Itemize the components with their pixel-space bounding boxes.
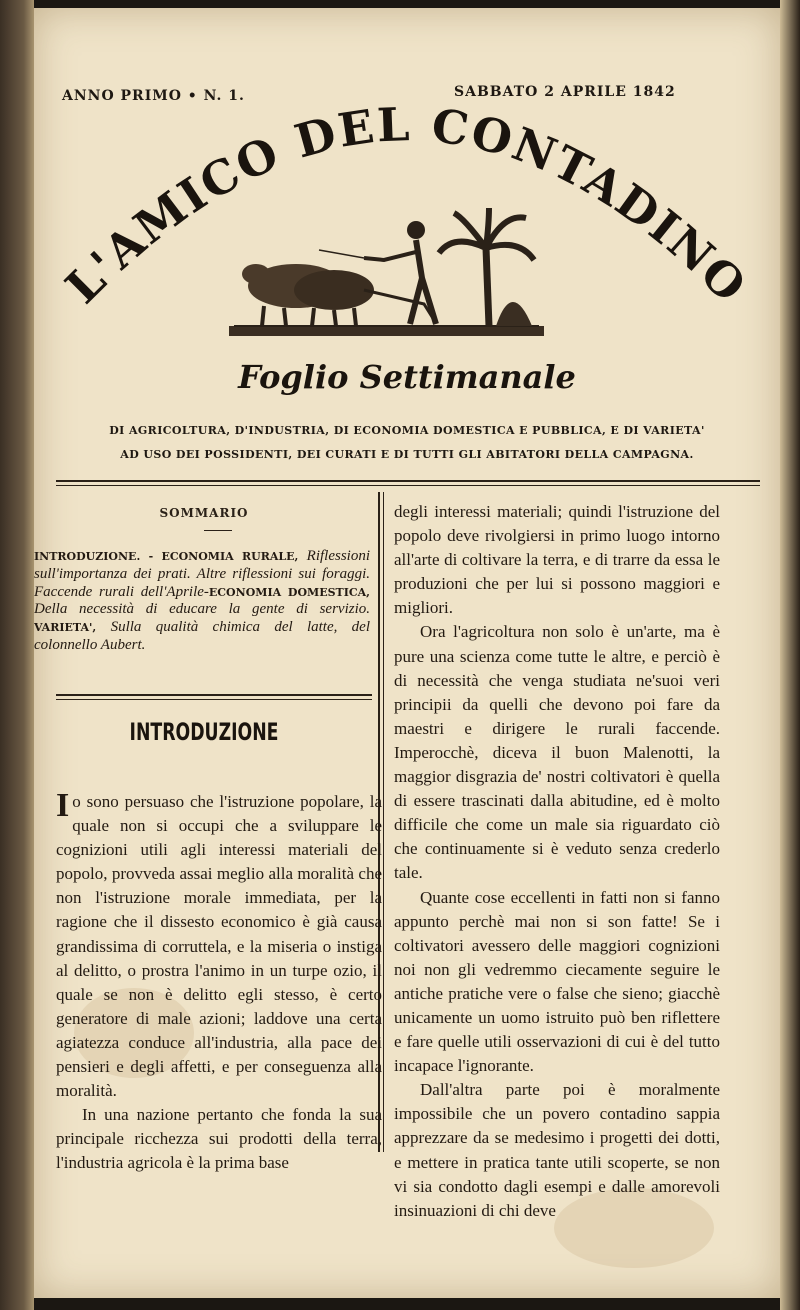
sommario-list: [34, 548, 370, 655]
masthead-art: [34, 8, 780, 358]
sommario-rule-bottom: [56, 699, 372, 700]
sommario-item-text: Della necessità di educare la gente di servizio.: [34, 601, 370, 618]
sommario-rule-top: [56, 694, 372, 696]
masthead-subtitle: Foglio Settimanale: [238, 358, 576, 396]
masthead: [34, 8, 780, 358]
article-paragraph: In una nazione pertanto che fonda la sua principale ricchezza sui prodotti della terra, l'industria agricola è la prima base: [56, 1105, 382, 1173]
masthead-title: L'AMICO DEL CONTADINO: [55, 97, 758, 314]
article-paragraph: degli interessi materiali; quindi l'istruzione del popolo deve rivolgiersi in primo luogo intorno all'arte di coltivare la terra, e di trarre da essa le produzioni che per lui si possono maggiori e migliori.: [394, 502, 720, 618]
sommario-dash: [204, 530, 232, 531]
article-paragraph: [56, 787, 382, 1103]
dropcap: I: [56, 787, 70, 824]
column-divider-inner: [383, 492, 384, 1152]
header-rule-bottom: [56, 485, 760, 486]
article-paragraph: Quante cose eccellenti in fatti non si fanno appunto perchè mai non si son fatte! Se i coltivatori avessero delle maggiori cognizioni noi non gli vedremmo ciecamente seguire le antiche pratiche vere o false che sieno; giacchè unicamente un uomo istruito può ben riflettere e fare quelle utili osservazioni di cui è del tutto incapace l'ignorante.: [394, 887, 720, 1076]
book-spine-edge: [0, 0, 34, 1310]
ploughing-vignette: [229, 208, 544, 336]
sommario-title: SOMMARIO: [159, 506, 249, 520]
sommario-item-label: ECONOMIA RURALE,: [161, 550, 307, 563]
masthead-description-line1: DI AGRICOLTURA, D'INDUSTRIA, DI ECONOMIA DOMESTICA E PUBBLICA, E DI VARIETA': [109, 424, 705, 437]
article-paragraph: Ora l'agricoltura non solo è un'arte, ma è pure una scienza come tutte le altre, e perciò è di necessità che venga studiata ne'suoi veri principii da quelli che devono poi fare da maestri e dirigere le rurali faccende. Imperocchè, diceva il buon Malenotti, la maggior disgrazia de' nostri coltivatori è quella di essere trascinati dalla abitudine, ed è molto difficile che come un male sia riguardato ciò che continuamente si è veduto senza crederlo tale.: [394, 622, 720, 883]
right-column: [394, 500, 720, 1223]
header-rule-top: [56, 480, 760, 482]
left-column: [56, 787, 382, 1176]
sommario-item-text: Sulla qualità chimica del latte, del colonnello Aubert.: [34, 619, 370, 653]
masthead-description-line2: AD USO DEI POSSIDENTI, DEI CURATI E DI TUTTI GLI ABITATORI DELLA CAMPAGNA.: [120, 448, 694, 461]
issue-date: SABBATO 2 APRILE 1842: [454, 84, 676, 100]
sommario-item-label: ECONOMIA DOMESTICA,: [208, 585, 370, 599]
paragraph-text: o sono persuaso che l'istruzione popolare, la quale non si occupi che a sviluppare le cognizioni utili agli interessi materiali del popolo, provveda assai meglio alla moralità che non l'istruzione morale immediata, per la ragione che il dissesto economico è già causa grandissima di corruttela, e la miseria o instiga al delitto, o prostra l'animo in un turpe ozio, il quale se non è delitto egli stesso, è certo generatore di male azioni; laddove una certa agiatezza conduce all'industria, alla pace dei pensieri e degli affetti, e per conseguenza alla moralità.: [56, 792, 382, 1101]
sommario-item-label: INTRODUZIONE. -: [34, 550, 162, 563]
article-paragraph: Dall'altra parte poi è moralmente impossibile che un povero contadino sappia apprezzare da se medesimo i progetti dei dotti, e mettere in pratica tante utili scoperte, se non vi sia condotto dagli esempi e dalle amorevoli insinuazioni di chi deve: [394, 1080, 720, 1220]
newspaper-page: [34, 8, 780, 1298]
sommario-item-label: VARIETA',: [34, 621, 111, 635]
page-right-edge: [780, 0, 800, 1310]
section-title: INTRODUZIONE: [129, 718, 279, 746]
issue-number: ANNO PRIMO • N. 1.: [62, 88, 245, 104]
sommario-item-text: Riflessioni sull'importanza dei prati. Altre riflessioni sui foraggi. Faccende rurali dell'Aprile-: [34, 548, 370, 600]
